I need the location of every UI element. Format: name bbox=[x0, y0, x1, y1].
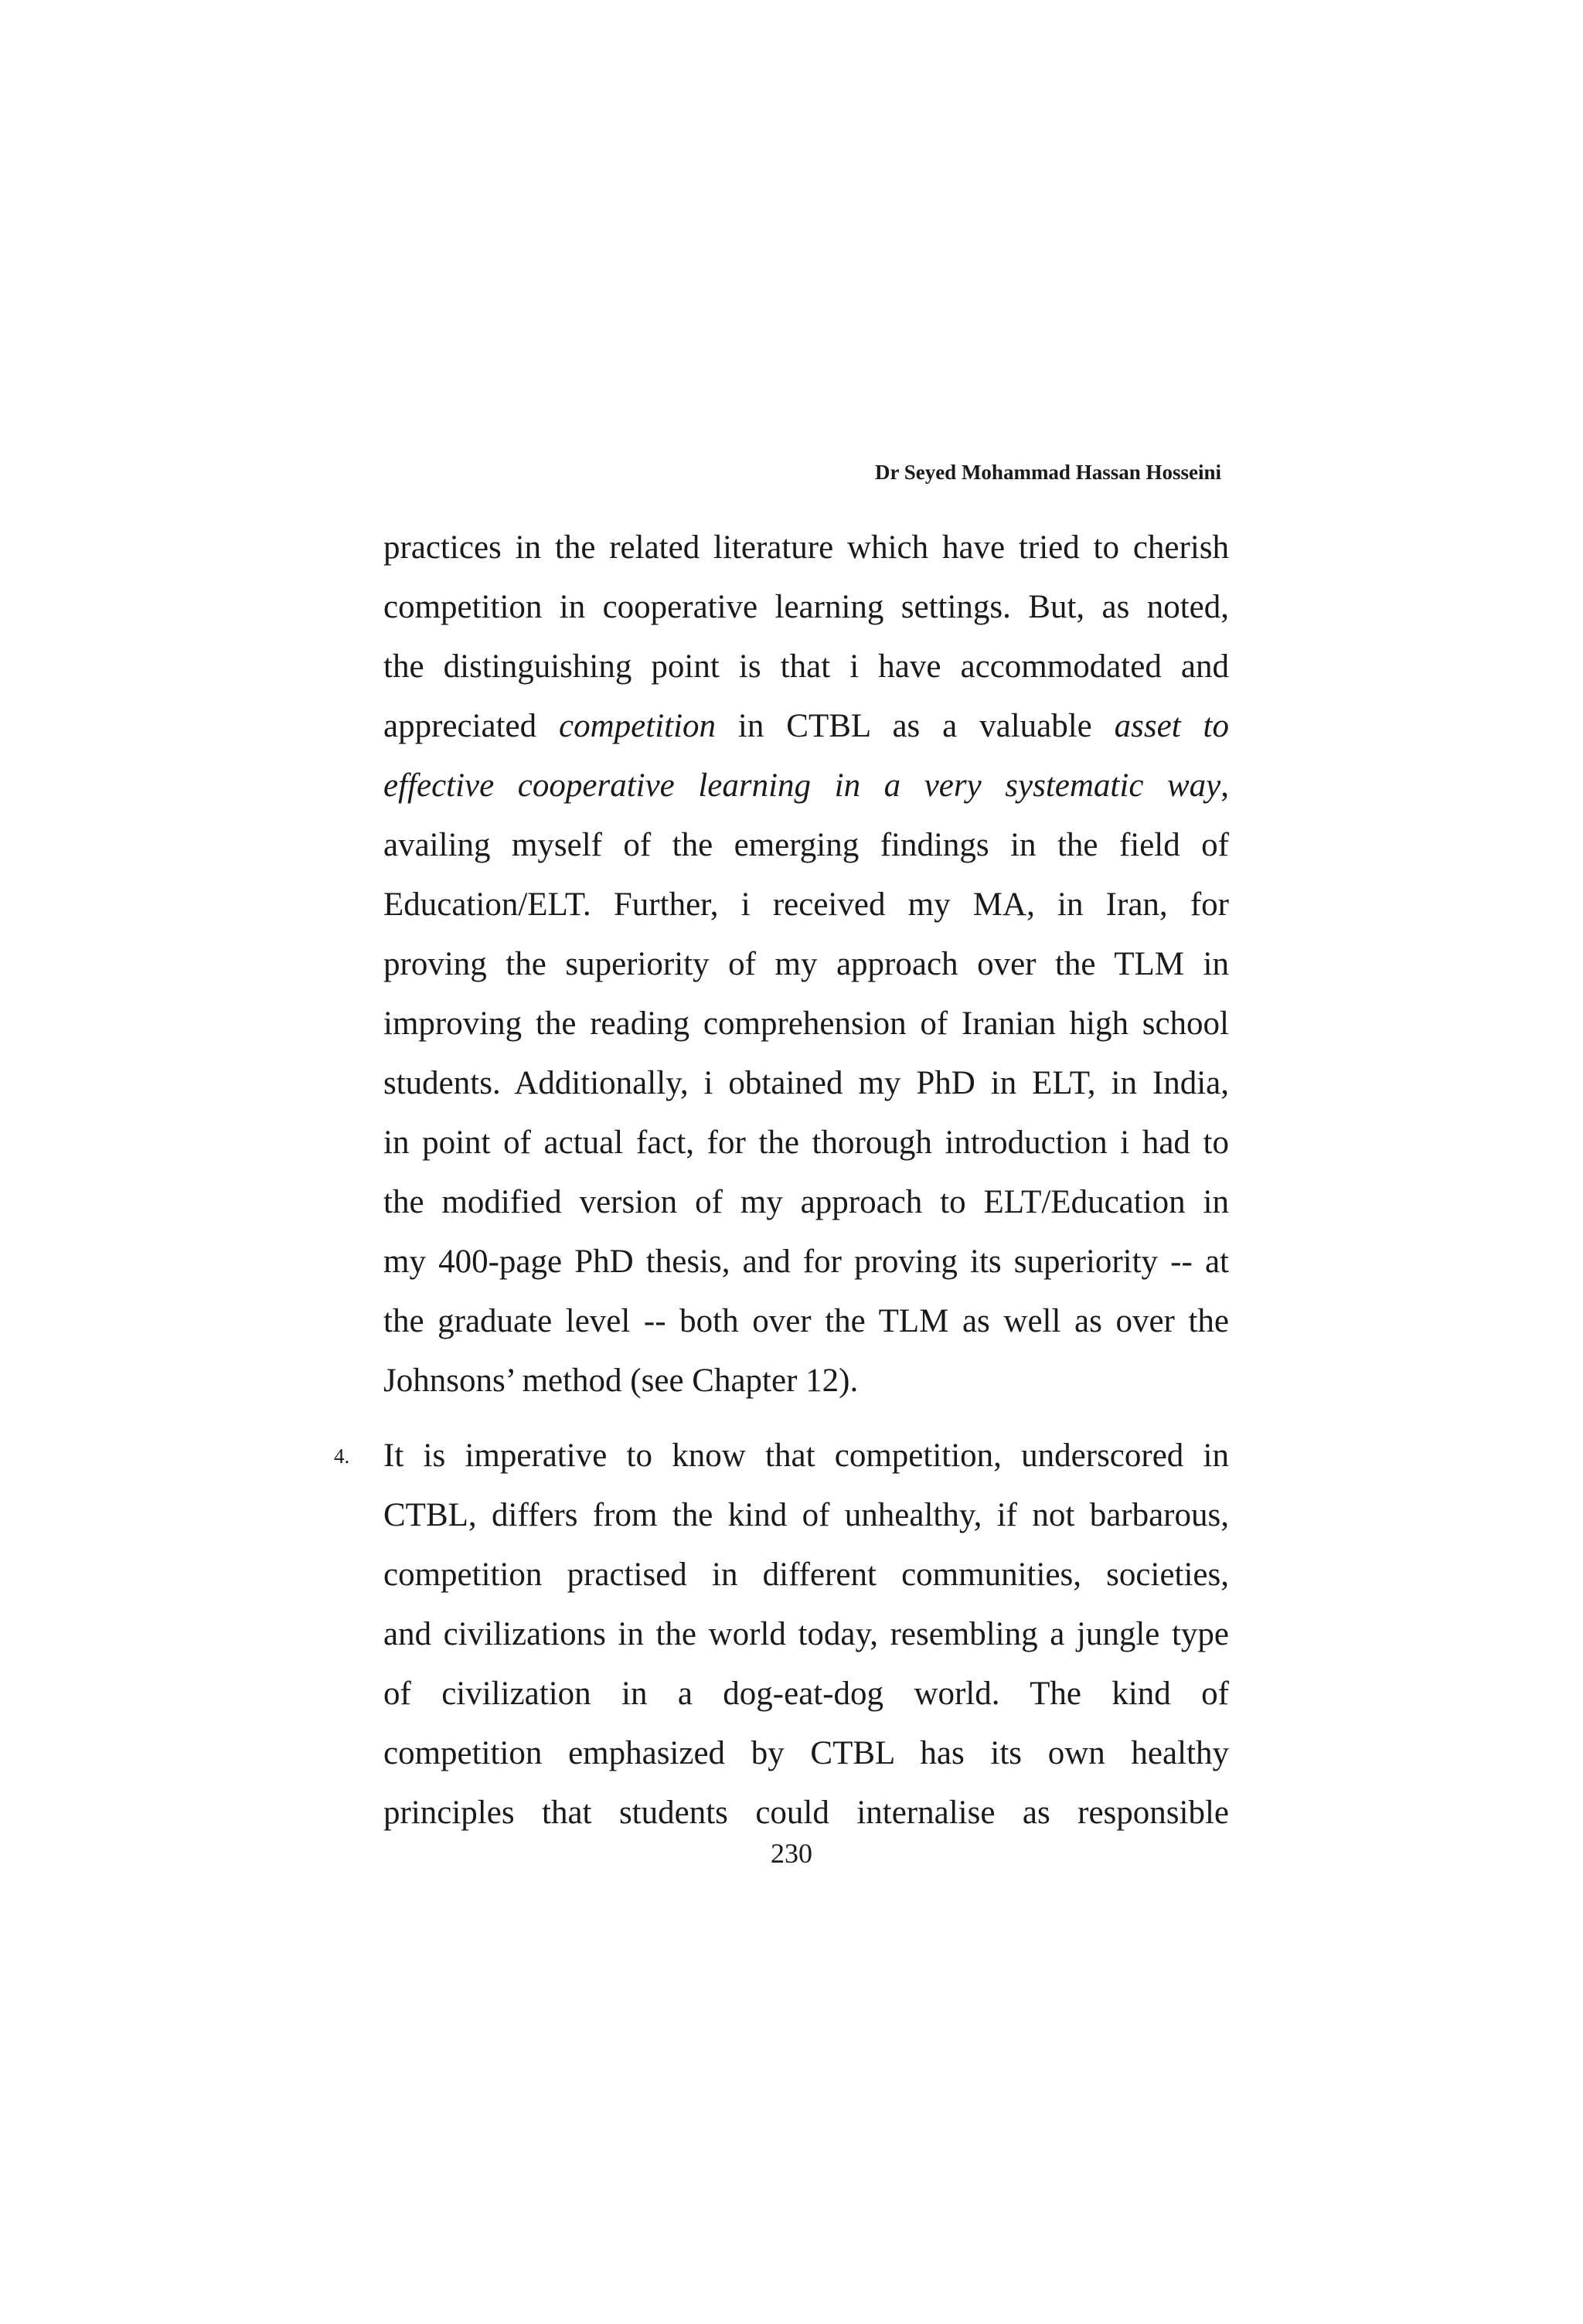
list-item-marker: 4. bbox=[334, 1444, 350, 1468]
text-line: availing myself of the emerging findings in the field of bbox=[383, 827, 1229, 863]
text-line: and civilizations in the world today, resembling a jungle type bbox=[383, 1616, 1229, 1652]
italic-phrase: asset to bbox=[1114, 708, 1229, 744]
text-line: proving the superiority of my approach over the TLM in bbox=[383, 946, 1229, 982]
text-run: in CTBL as a valuable bbox=[716, 708, 1115, 744]
paragraph-spacing bbox=[383, 1410, 1229, 1426]
text-line: Education/ELT. Further, i received my MA, in Iran, for bbox=[383, 886, 1229, 923]
text-run: appreciated bbox=[383, 708, 560, 744]
body-text bbox=[383, 518, 1229, 1843]
italic-phrase: effective cooperative learning in a very systematic way bbox=[383, 767, 1221, 804]
text-line: my 400-page PhD thesis, and for proving its superiority -- at bbox=[383, 1244, 1229, 1280]
text-line bbox=[383, 756, 1229, 815]
italic-term: competition bbox=[559, 708, 717, 744]
text-line: of civilization in a dog-eat-dog world. The kind of bbox=[383, 1676, 1229, 1712]
text-line: in point of actual fact, for the thorough introduction i had to bbox=[383, 1125, 1229, 1161]
text-line: Johnsons’ method (see Chapter 12). bbox=[383, 1363, 859, 1399]
text-line: principles that students could internalise as responsible bbox=[383, 1795, 1229, 1831]
text-line: the distinguishing point is that i have accommodated and bbox=[383, 648, 1229, 685]
text-line: competition practised in different communities, societies, bbox=[383, 1557, 1229, 1593]
text-line: competition emphasized by CTBL has its own healthy bbox=[383, 1735, 1229, 1771]
paragraph-continuation bbox=[383, 518, 1229, 1410]
running-head: Dr Seyed Mohammad Hassan Hosseini bbox=[874, 461, 1221, 484]
page-number: 230 bbox=[771, 1838, 812, 1869]
text-run: , bbox=[1220, 767, 1229, 804]
text-line: competition in cooperative learning settings. But, as noted, bbox=[383, 589, 1229, 625]
text-line: practices in the related literature which have tried to cherish bbox=[383, 529, 1229, 566]
text-line: the modified version of my approach to ELT/Education in bbox=[383, 1184, 1229, 1220]
text-line: CTBL, differs from the kind of unhealthy, if not barbarous, bbox=[383, 1497, 1229, 1533]
text-line: It is imperative to know that competition, underscored in bbox=[383, 1438, 1229, 1474]
text-line: the graduate level -- both over the TLM as well as over the bbox=[383, 1303, 1229, 1339]
text-line: improving the reading comprehension of Iranian high school bbox=[383, 1005, 1229, 1042]
list-item-4 bbox=[383, 1426, 1229, 1843]
text-line: students. Additionally, i obtained my PhD in ELT, in India, bbox=[383, 1065, 1229, 1101]
text-line bbox=[383, 696, 1229, 756]
